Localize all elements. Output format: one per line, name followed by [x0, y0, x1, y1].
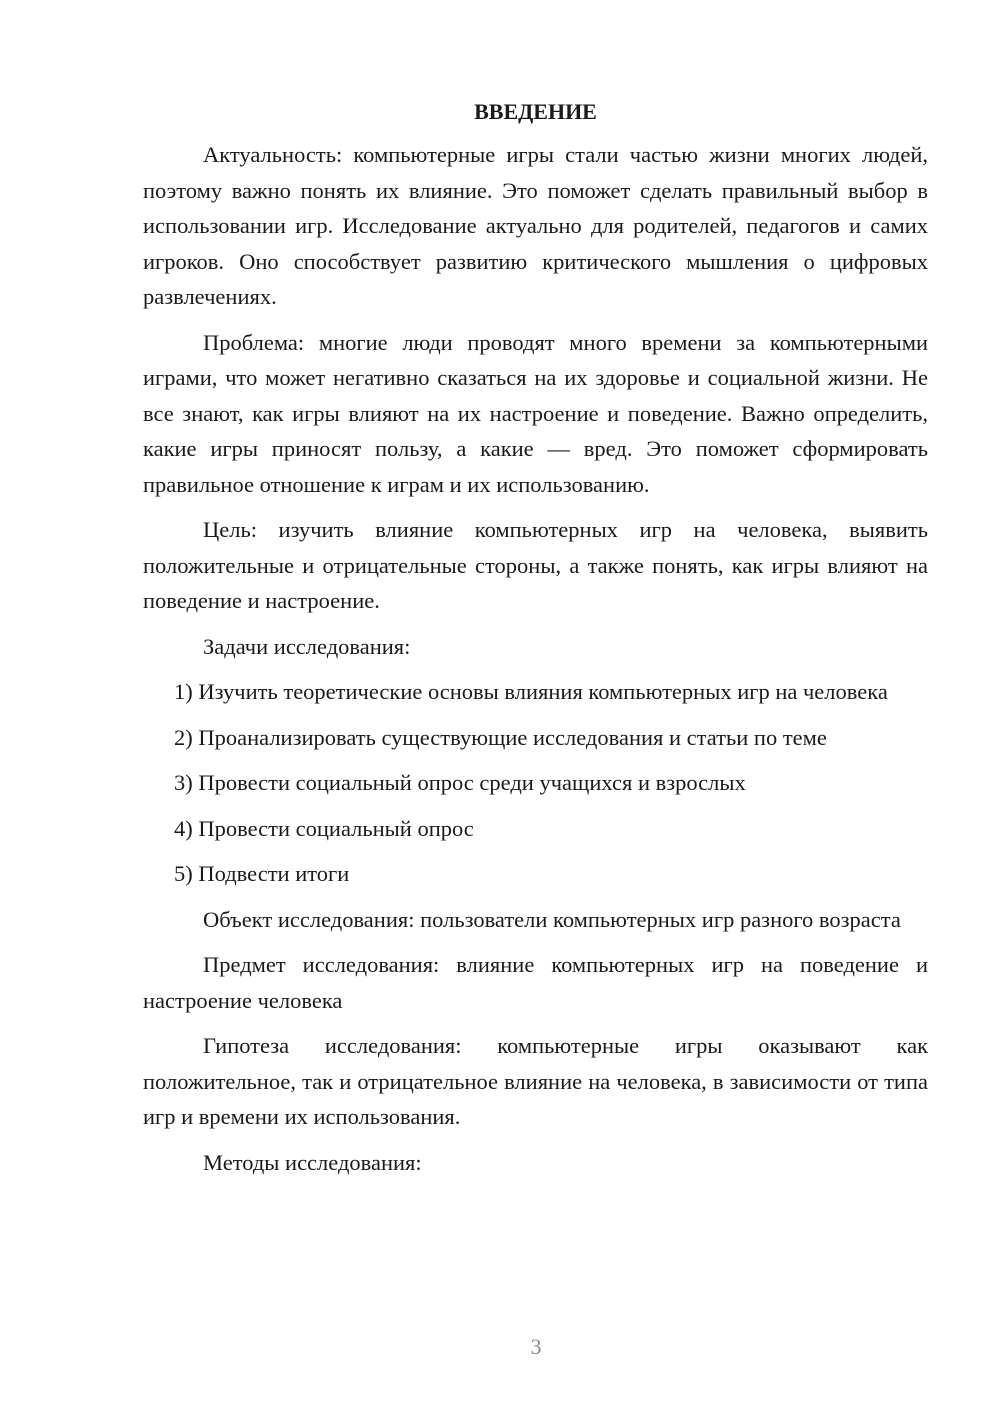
hypothesis-paragraph: Гипотеза исследования: компьютерные игры оказывают как положительное, так и отрицательное влияние на человека, в зависимости от типа игр и времени их использования.	[143, 1033, 928, 1129]
tasks-heading: Задачи исследования:	[203, 633, 411, 659]
task-item: 1) Изучить теоретические основы влияния компьютерных игр на человека	[174, 679, 888, 704]
relevance-paragraph: Актуальность: компьютерные игры стали частью жизни многих людей, поэтому важно понять их влияние. Это поможет сделать правильный выбор в использовании игр. Исследование актуально для родителей, педагогов и самих игроков. Оно способствует развитию критического мышления о цифровых развлечениях.	[143, 142, 928, 309]
goal-paragraph: Цель: изучить влияние компьютерных игр на человека, выявить положительные и отрицательные стороны, а также понять, как игры влияют на поведение и настроение.	[143, 517, 928, 613]
task-item: 3) Провести социальный опрос среди учащихся и взрослых	[174, 770, 746, 795]
methods-heading: Методы исследования:	[203, 1149, 422, 1175]
task-item: 5) Подвести итоги	[174, 861, 350, 886]
problem-paragraph: Проблема: многие люди проводят много времени за компьютерными играми, что может негативно сказаться на их здоровье и социальной жизни. Не все знают, как игры влияют на их настроение и поведение. Важно определить, какие игры приносят пользу, а какие — вред. Это поможет сформировать правильное отношение к играм и их использованию.	[143, 329, 928, 497]
page-number: 3	[530, 1334, 542, 1359]
page-title: ВВЕДЕНИЕ	[474, 99, 597, 124]
subject-paragraph: Предмет исследования: влияние компьютерных игр на поведение и настроение человека	[143, 952, 928, 1013]
task-item: 4) Провести социальный опрос	[174, 815, 474, 841]
task-item: 2) Проанализировать существующие исследования и статьи по теме	[174, 724, 827, 750]
page-content	[143, 94, 928, 1190]
object-paragraph: Объект исследования: пользователи компьютерных игр разного возраста	[203, 906, 901, 932]
